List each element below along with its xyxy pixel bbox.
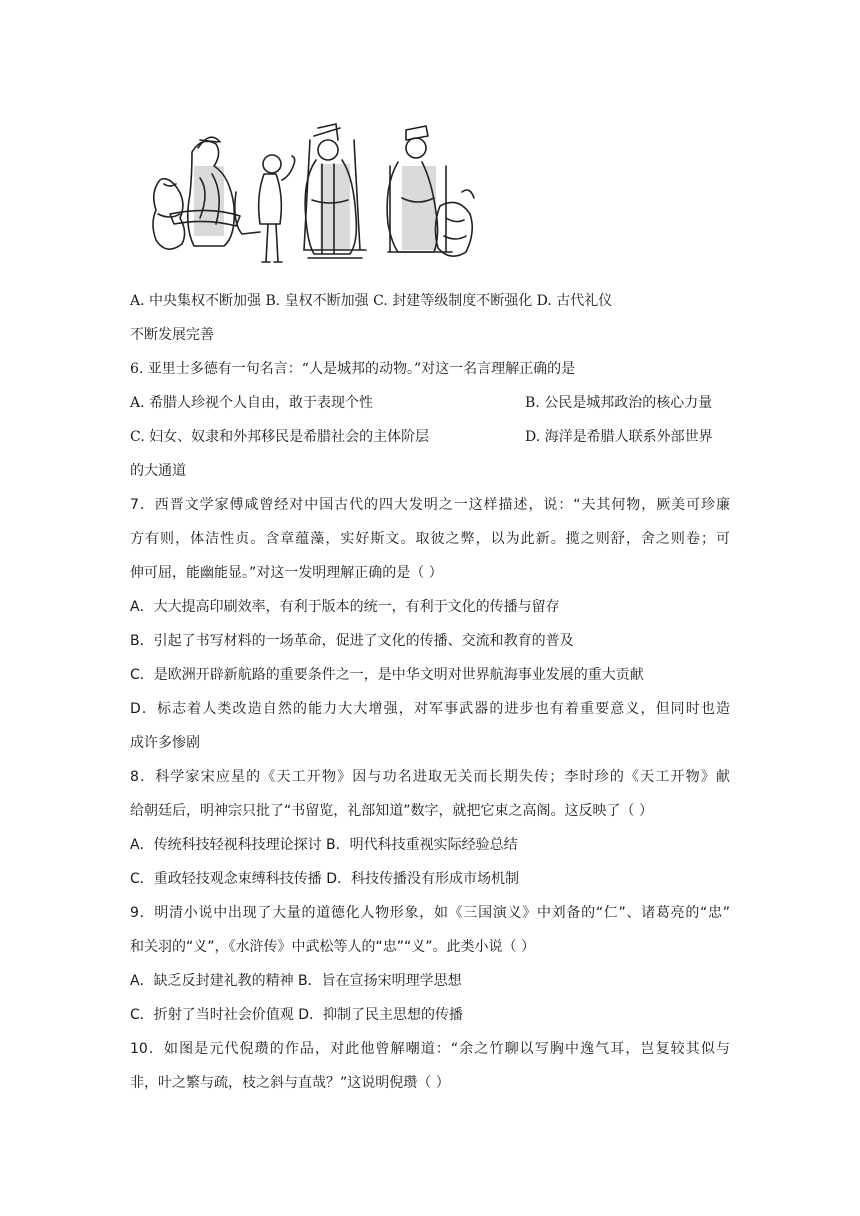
q9-stem-line2: 和关羽的“义”，《水浒传》中武松等人的“忠”“义”。此类小说（ ） (130, 939, 535, 955)
q8-options-ab: A．传统科技轻视科技理论探讨 B．明代科技重视实际经验总结 (130, 837, 518, 853)
q7-stem-line3: 伸可屈，能幽能显。”对这一发明理解正确的是（ ） (130, 565, 443, 581)
q8-options-cd: C．重政轻技观念束缚科技传播 D．科技传播没有形成市场机制 (130, 871, 520, 887)
q7-stem-line1: 7．西晋文学家傅咸曾经对中国古代的四大发明之一这样描述，说：“夫其何物，厥美可珍廉 (130, 497, 730, 513)
q8-stem-line2: 给朝廷后，明神宗只批了“书留览，礼部知道”数字，就把它束之高阁。这反映了（ ） (130, 803, 653, 819)
q7-option-b: B．引起了书写材料的一场革命，促进了文化的传播、交流和教育的普及 (130, 633, 574, 649)
q6-option-d-cont: 的大通道 (130, 463, 186, 479)
emperor-minister-illustration (140, 118, 475, 268)
q9-options-ab: A．缺乏反封建礼教的精神 B．旨在宣扬宋明理学思想 (130, 973, 462, 989)
q6-option-d: D. 海洋是希腊人联系外部世界 (525, 429, 713, 445)
q6-option-a: A. 希腊人珍视个人自由，敢于表现个性 (130, 395, 374, 411)
q5-options-line1: A. 中央集权不断加强 B. 皇权不断加强 C. 封建等级制度不断强化 D. 古代礼仪 (130, 293, 613, 309)
q6-options-row1 (130, 392, 730, 414)
q10-stem-line1: 10．如图是元代倪瓒的作品，对此他曾解嘲道：“余之竹聊以写胸中逸气耳，岂复较其似与 (130, 1041, 730, 1057)
q8-stem-line1: 8．科学家宋应星的《天工开物》因与功名进取无关而长期失传；李时珍的《天工开物》献 (130, 769, 730, 785)
q9-stem-line1: 9．明清小说中出现了大量的道德化人物形象，如《三国演义》中刘备的“仁”、诸葛亮的“忠” (130, 905, 730, 921)
q7-option-d-line2: 成许多惨剧 (130, 735, 200, 751)
q5-options-line2: 不断发展完善 (130, 327, 214, 343)
q6-stem: 6. 亚里士多德有一句名言：“人是城邦的动物。”对这一名言理解正确的是 (130, 361, 576, 377)
q10-stem-line2: 非，叶之繁与疏，枝之斜与直哉？”这说明倪瓒（ ） (130, 1075, 450, 1091)
q9-options-cd: C．折射了当时社会价值观 D．抑制了民主思想的传播 (130, 1007, 464, 1023)
q7-option-d-line1: D．标志着人类改造自然的能力大大增强，对军事武器的进步也有着重要意义，但同时也造 (130, 701, 730, 717)
q7-stem-line2: 方有则，体洁性贞。含章蕴藻，实好斯文。取彼之弊，以为此新。揽之则舒，舍之则卷；可 (130, 531, 730, 547)
q6-options-row2 (130, 426, 730, 448)
q6-option-c: C. 妇女、奴隶和外邦移民是希腊社会的主体阶层 (130, 429, 430, 445)
q7-option-c: C．是欧洲开辟新航路的重要条件之一，是中华文明对世界航海事业发展的重大贡献 (130, 667, 644, 683)
q7-option-a: A．大大提高印刷效率，有利于版本的统一，有利于文化的传播与留存 (130, 599, 560, 615)
q6-option-b: B. 公民是城邦政治的核心力量 (525, 395, 713, 411)
